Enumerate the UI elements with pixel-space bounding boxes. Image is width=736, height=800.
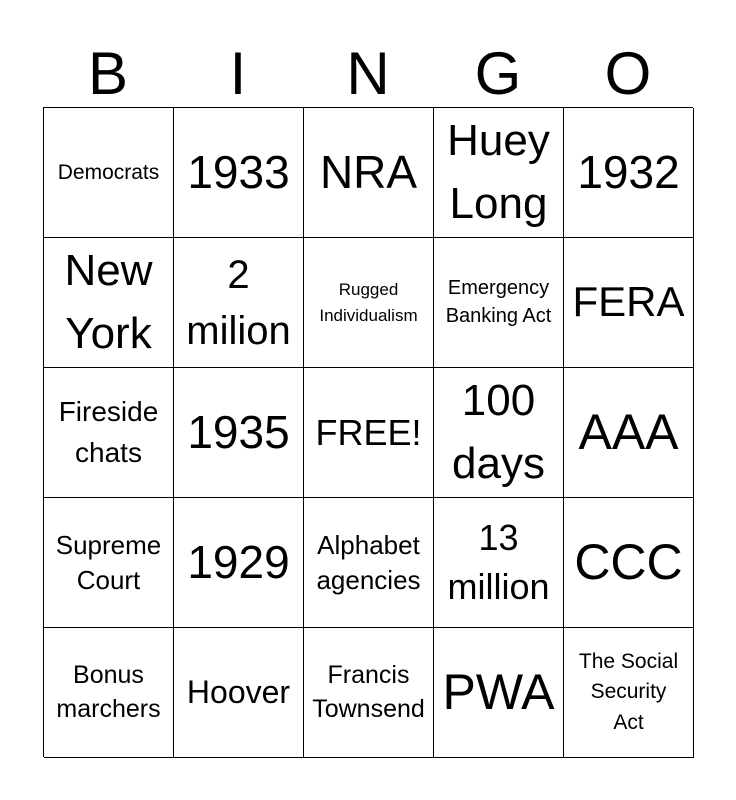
cell-text: Emergency Banking Act: [445, 276, 552, 327]
bingo-cell[interactable]: [564, 108, 694, 238]
header-letter-g: G: [474, 40, 522, 107]
cell-text: 100 days: [452, 375, 545, 488]
bingo-cell[interactable]: [434, 108, 564, 238]
free-space-text: FREE!: [315, 411, 422, 453]
bingo-cell[interactable]: [304, 498, 434, 628]
cell-text: Democrats: [57, 160, 160, 184]
bingo-cell[interactable]: [174, 108, 304, 238]
bingo-header: [43, 40, 693, 108]
cell-text: 1935: [187, 405, 290, 458]
bingo-cell[interactable]: [44, 108, 174, 238]
bingo-cell[interactable]: [174, 238, 304, 368]
bingo-cell[interactable]: [44, 498, 174, 628]
cell-text: 1929: [187, 535, 290, 588]
header-letter-n: N: [346, 40, 390, 107]
cell-text: 13 million: [447, 516, 550, 607]
bingo-board: [43, 107, 693, 757]
bingo-cell[interactable]: [174, 498, 304, 628]
bingo-cell[interactable]: [304, 108, 434, 238]
cell-text: 2 milion: [186, 252, 291, 353]
cell-text: Alphabet agencies: [316, 529, 421, 595]
bingo-cell[interactable]: [304, 238, 434, 368]
bingo-cell[interactable]: [304, 368, 434, 498]
header-letter-i: I: [229, 40, 247, 107]
bingo-cell[interactable]: [44, 238, 174, 368]
cell-text: Huey Long: [447, 115, 550, 228]
bingo-cell[interactable]: [434, 238, 564, 368]
cell-text: Rugged Individualism: [319, 280, 418, 325]
cell-text: 1933: [187, 145, 290, 198]
header-letter-o: O: [604, 40, 652, 107]
bingo-cell[interactable]: [174, 368, 304, 498]
bingo-cell[interactable]: [564, 498, 694, 628]
cell-text: PWA: [442, 664, 555, 720]
cell-text: CCC: [574, 534, 683, 590]
cell-text: Bonus marchers: [56, 660, 161, 723]
bingo-cell[interactable]: [564, 628, 694, 758]
bingo-cell[interactable]: [434, 628, 564, 758]
cell-text: Hoover: [186, 673, 291, 710]
cell-text: NRA: [319, 145, 418, 198]
cell-text: 1932: [577, 145, 680, 198]
bingo-cell[interactable]: [174, 628, 304, 758]
header-letter-b: B: [87, 40, 129, 107]
cell-text: The Social Security Act: [578, 650, 679, 734]
cell-text: Fireside chats: [58, 395, 159, 468]
cell-text: Supreme Court: [55, 529, 162, 595]
bingo-cell[interactable]: [434, 498, 564, 628]
bingo-cell[interactable]: [434, 368, 564, 498]
cell-text: AAA: [578, 404, 679, 460]
bingo-cell[interactable]: [564, 368, 694, 498]
bingo-cell[interactable]: [304, 628, 434, 758]
bingo-cell[interactable]: [44, 628, 174, 758]
bingo-cell[interactable]: [564, 238, 694, 368]
bingo-cell[interactable]: [44, 368, 174, 498]
cell-text: New York: [64, 245, 153, 358]
cell-text: FERA: [572, 278, 685, 326]
cell-text: Francis Townsend: [312, 660, 425, 723]
